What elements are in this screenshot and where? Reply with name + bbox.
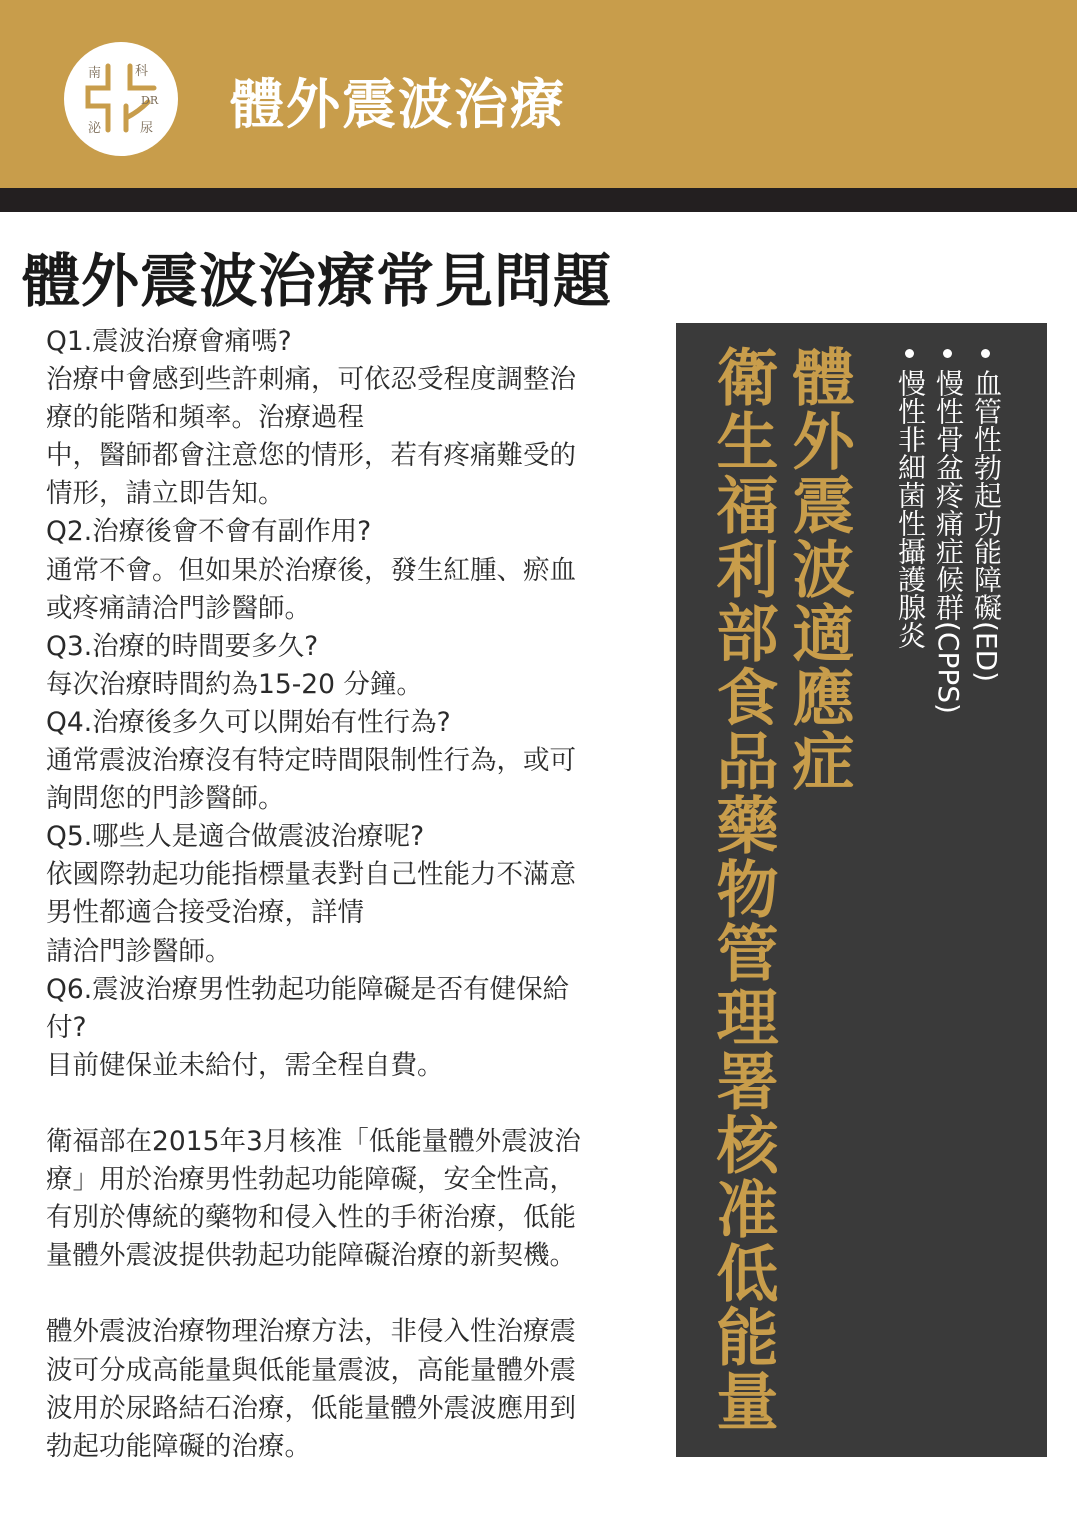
indication-item: 慢性骨盆疼痛症候群(CPPS) <box>932 369 965 714</box>
faq-a5-line: 依國際勃起功能指標量表對自己性能力不滿意 <box>46 859 576 891</box>
faq-a1-line: 情形，請立即告知。 <box>46 478 285 510</box>
faq-a5-line: 男性都適合接受治療，詳情 <box>46 897 364 929</box>
paragraph-spacer <box>46 1275 646 1313</box>
clinic-logo <box>64 42 178 156</box>
faq-a3-line: 每次治療時間約為15-20 分鐘。 <box>46 668 423 700</box>
faq-q5: Q5.哪些人是適合做震波治療呢? <box>46 821 425 853</box>
bullet-icon <box>981 349 990 358</box>
paragraph-spacer <box>46 1085 646 1123</box>
faq-q6: Q6.震波治療男性勃起功能障礙是否有健保給 <box>46 973 570 1005</box>
approval-paragraph-line: 衛福部在2015年3月核准「低能量體外震波治 <box>46 1125 581 1157</box>
faq-a6-line: 目前健保並未給付，需全程自費。 <box>46 1049 444 1081</box>
faq-a1-line: 中，醫師都會注意您的情形，若有疼痛難受的 <box>46 440 576 472</box>
faq-q1: Q1.震波治療會痛嗎? <box>46 326 292 357</box>
approval-paragraph-line: 量體外震波提供勃起功能障礙治療的新契機。 <box>46 1240 576 1272</box>
method-paragraph-line: 勃起功能障礙的治療。 <box>46 1430 311 1462</box>
indications-title: 體外震波適應症 <box>782 345 855 793</box>
faq-q3: Q3.治療的時間要多久? <box>46 630 319 662</box>
header-banner <box>0 0 1077 188</box>
header-divider-bar <box>0 188 1077 212</box>
page-title: 體外震波治療常見問題 <box>22 247 613 315</box>
logo-cross-icon <box>64 42 178 156</box>
approval-paragraph-line: 有別於傳統的藥物和侵入性的手術治療，低能 <box>46 1202 576 1234</box>
indication-item: 血管性勃起功能障礙(ED) <box>970 369 1003 683</box>
approval-title: 衛生福利部食品藥物管理署核准低能量 <box>706 345 779 1433</box>
faq-a4-line: 詢問您的門診醫師。 <box>46 783 285 815</box>
faq-a2-line: 或疼痛請洽門診醫師。 <box>46 592 311 624</box>
method-paragraph-line: 體外震波治療物理治療方法，非侵入性治療震 <box>46 1316 576 1348</box>
logo-char-mi: 泌 <box>88 121 102 136</box>
bullet-icon <box>905 349 914 358</box>
logo-char-niao: 尿 <box>140 121 154 136</box>
faq-a4-line: 通常震波治療沒有特定時間限制性行為，或可 <box>46 745 576 777</box>
faq-a1-line: 療的能階和頻率。治療過程 <box>46 402 364 434</box>
faq-section <box>46 323 646 1466</box>
approval-paragraph-line: 療」用於治療男性勃起功能障礙，安全性高， <box>46 1164 576 1196</box>
faq-q6: 付? <box>46 1011 87 1043</box>
bullet-icon <box>943 349 952 358</box>
logo-dr: DR <box>141 94 159 107</box>
method-paragraph-line: 波可分成高能量與低能量震波，高能量體外震 <box>46 1354 576 1386</box>
faq-a1-line: 治療中會感到些許刺痛，可依忍受程度調整治 <box>46 364 576 396</box>
header-title: 體外震波治療 <box>230 73 566 136</box>
faq-q4: Q4.治療後多久可以開始有性行為? <box>46 706 451 738</box>
indication-item: 慢性非細菌性攝護腺炎 <box>894 369 927 649</box>
logo-char-nan: 南 <box>88 66 102 81</box>
faq-q2: Q2.治療後會不會有副作用? <box>46 516 372 548</box>
method-paragraph-line: 波用於尿路結石治療，低能量體外震波應用到 <box>46 1392 576 1424</box>
faq-a2-line: 通常不會。但如果於治療後，發生紅腫、瘀血 <box>46 554 576 586</box>
logo-char-ke: 科 <box>135 64 149 79</box>
indications-panel <box>676 323 1047 1457</box>
faq-a5-line: 請洽門診醫師。 <box>46 935 232 967</box>
